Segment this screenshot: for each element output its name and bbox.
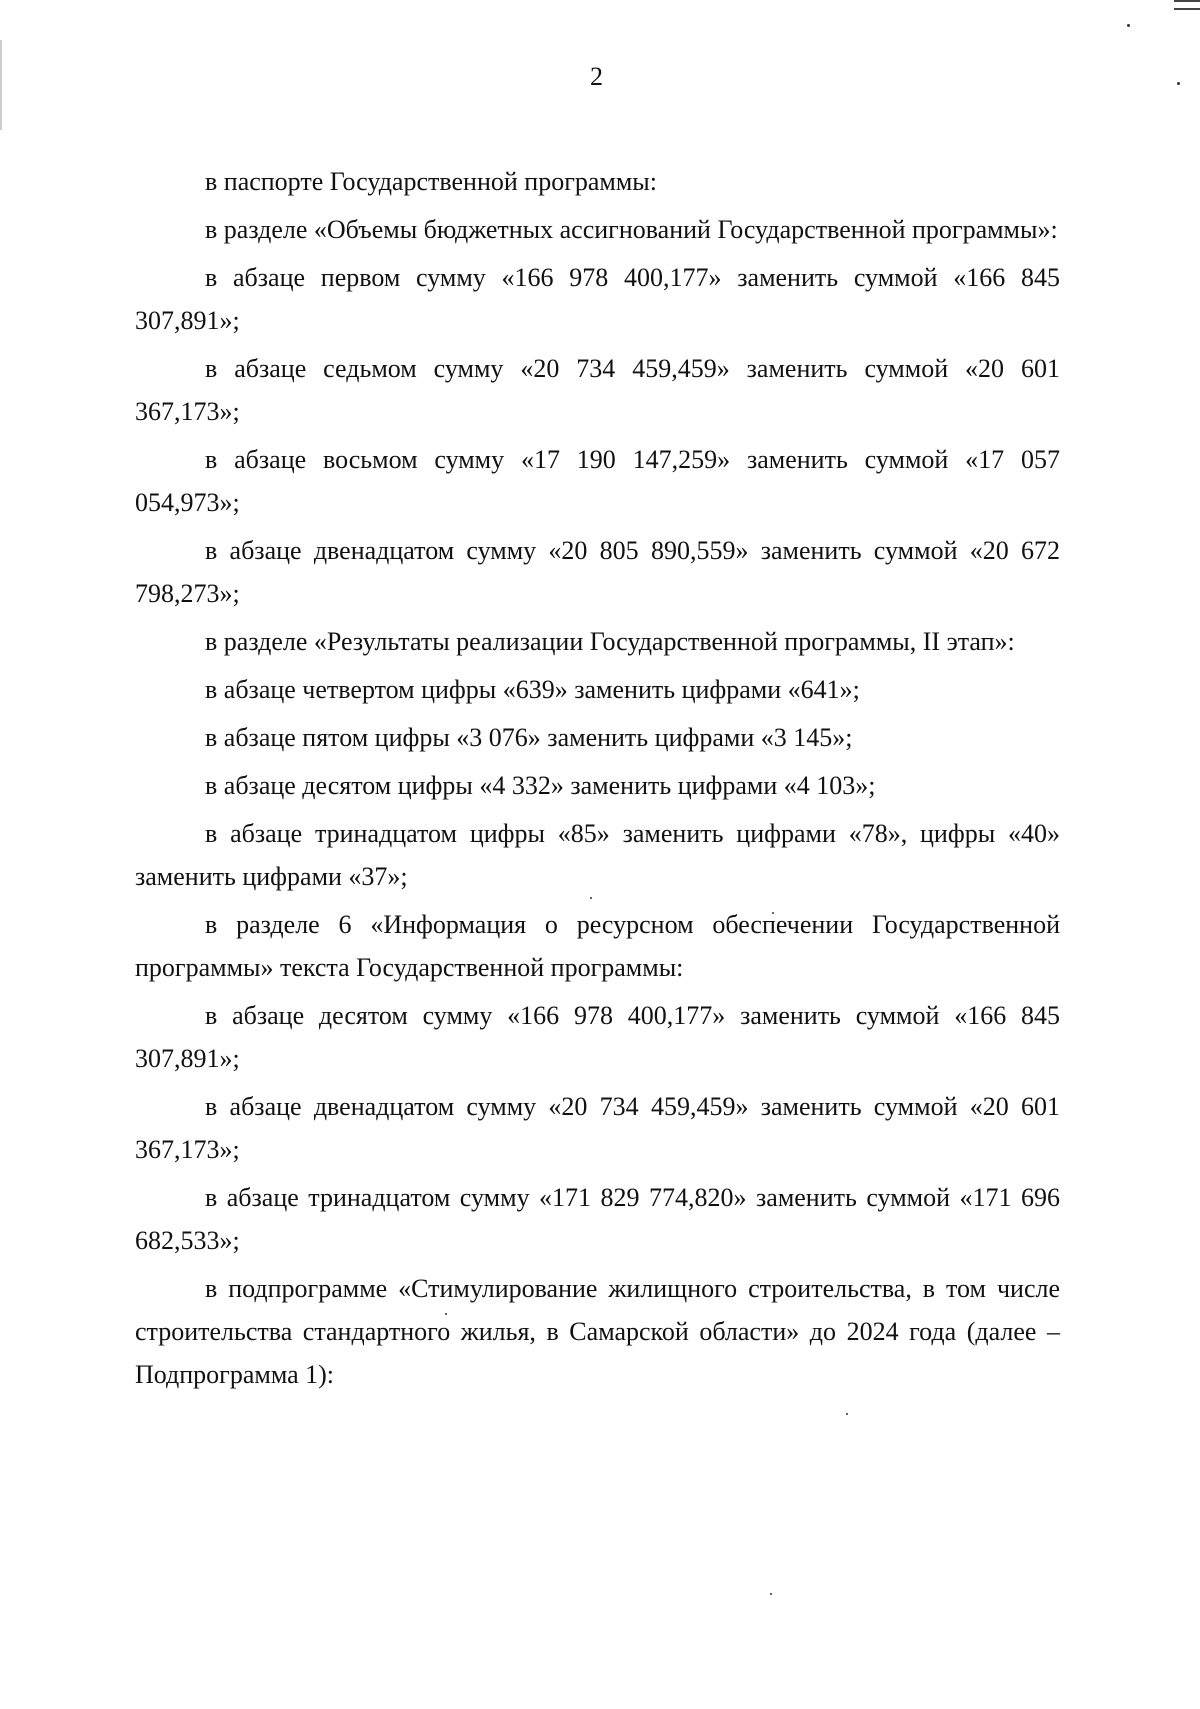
document-body xyxy=(135,160,1060,1401)
paragraph: в абзаце двенадцатом сумму «20 805 890,559» заменить суммой «20 672 798,273»; xyxy=(135,536,1060,608)
paragraph: в абзаце первом сумму «166 978 400,177» заменить суммой «166 845 307,891»; xyxy=(135,263,1060,335)
paragraph: в разделе 6 «Информация о ресурсном обеспечении Государственной программы» текста Государственной программы: xyxy=(135,910,1060,982)
paragraph: в абзаце тринадцатом цифры «85» заменить цифрами «78», цифры «40» заменить цифрами «37»; xyxy=(135,819,1060,891)
paragraph: в разделе «Объемы бюджетных ассигнований Государственной программы»: xyxy=(205,215,1058,244)
paragraph: в абзаце пятом цифры «3 076» заменить цифрами «3 145»; xyxy=(205,723,853,752)
paragraph: в паспорте Государственной программы: xyxy=(205,167,657,196)
scan-top-mark xyxy=(1174,0,1200,10)
paragraph: в абзаце двенадцатом сумму «20 734 459,459» заменить суммой «20 601 367,173»; xyxy=(135,1092,1060,1164)
paragraph: в подпрограмме «Стимулирование жилищного строительства, в том числе строительства стандартного жилья, в Самарской области» до 2024 года (далее – Подпрограмма 1): xyxy=(135,1274,1060,1389)
paragraph: в абзаце десятом цифры «4 332» заменить цифрами «4 103»; xyxy=(205,771,876,800)
paragraph: в разделе «Результаты реализации Государственной программы, II этап»: xyxy=(205,627,1015,656)
scan-speck xyxy=(1177,82,1180,85)
scan-left-edge xyxy=(0,40,2,130)
page-number: 2 xyxy=(590,62,603,91)
paragraph: в абзаце тринадцатом сумму «171 829 774,820» заменить суммой «171 696 682,533»; xyxy=(135,1183,1060,1255)
paragraph: в абзаце восьмом сумму «17 190 147,259» заменить суммой «17 057 054,973»; xyxy=(135,445,1060,517)
paragraph: в абзаце четвертом цифры «639» заменить цифрами «641»; xyxy=(205,675,860,704)
scan-speck xyxy=(770,1593,772,1595)
paragraph: в абзаце десятом сумму «166 978 400,177» заменить суммой «166 845 307,891»; xyxy=(135,1001,1060,1073)
scan-speck xyxy=(1127,24,1130,27)
paragraph: в абзаце седьмом сумму «20 734 459,459» заменить суммой «20 601 367,173»; xyxy=(135,354,1060,426)
scan-speck xyxy=(846,1413,848,1415)
